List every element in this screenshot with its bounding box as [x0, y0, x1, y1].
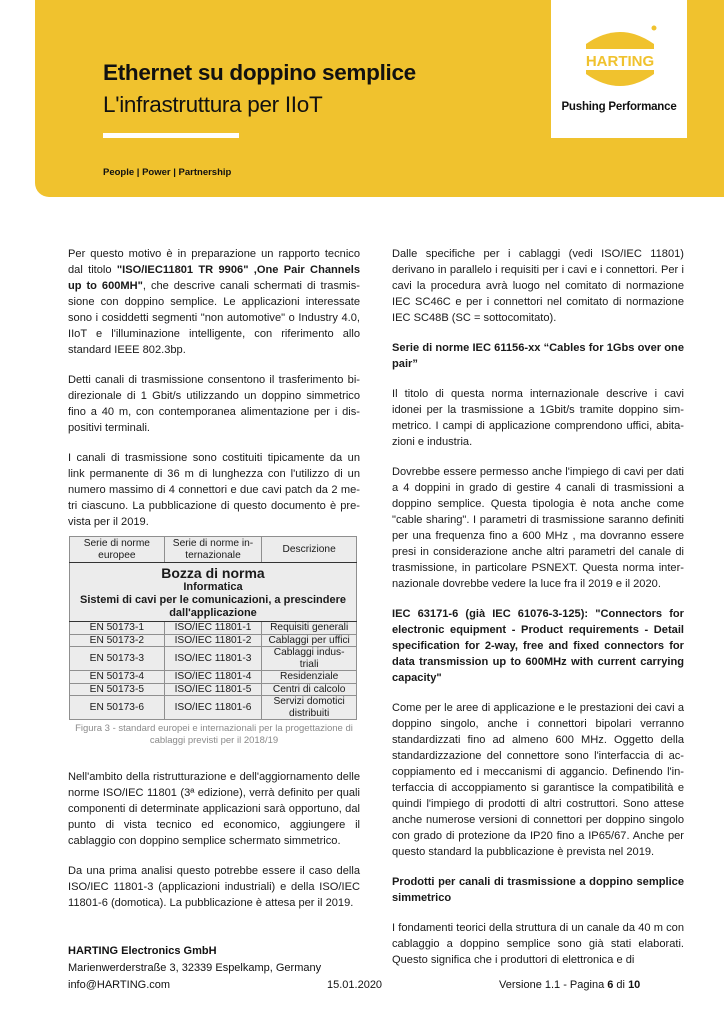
paragraph: Come per le aree di applicazione e le prestazioni dei cavi a doppino singolo, anche i connettori bipolari verranno standardizzati fino ad almeno 600 MHz. Oggetto della standardizzazione del connettore sono l'interfaccia di accoppiamento ed i meccanismi di aggancio. Definendo l'interfaccia di accoppiamento si garantisce la compatibilità e quindi l'impiego di prodotti di altri costruttori. Sono attese anche numerose versioni di connettori per doppino singolo con grado di protezione da IP20 fino a IP65/67. Anche per questo standard la pubblicazione è prevista nel 2019. [392, 702, 684, 858]
table-cell-description: Centri di calcolo [262, 683, 357, 696]
page-of: di [613, 979, 629, 991]
section-heading: Prodotti per canali di trasmissione a doppino semplice simmetrico [392, 876, 684, 904]
page-subtitle: L'infrastruttura per IIoT [103, 92, 323, 117]
table-header-row [70, 537, 357, 563]
version-label: Versione 1.1 - Pagina [499, 979, 608, 991]
table-row [70, 647, 357, 671]
footer-date: 15.01.2020 [327, 979, 383, 991]
table-cell-european: EN 50173-2 [70, 634, 165, 647]
table-cell-international: ISO/IEC 11801-3 [164, 647, 262, 671]
table-row [70, 671, 357, 684]
paragraph: Dovrebbe essere permesso anche l'impiego di cavi per dati a 4 doppini in grado di gestire 4 canali di trasmissioni a doppino semplice. Questa tipologia è nota anche come "cable sharing". I parametri di trasmissione saranno definiti per una frequenza fino a 600 MHz , ma dovranno essere presi in considerazione anche altri parametri del canale di trasmissione, in particolare PSNEXT. Questa norma internazionale dovrebbe vedere la luce fra il 2019 e il 2020. [392, 466, 684, 590]
table-cell-description: Cablaggi industriali [262, 647, 357, 671]
paragraph: Detti canali di trasmissione consentono il trasferimento bidirezionale di 1 Gbit/s utilizzando un doppino simmetrico fino a 40 m, con contemporanea alimentazione per i dispositivi terminali. [68, 374, 360, 434]
table-cell-description: Requisiti generali [262, 622, 357, 635]
table-row [70, 622, 357, 635]
table-cell-international: ISO/IEC 11801-5 [164, 683, 262, 696]
page-title: Ethernet su doppino semplice [103, 60, 416, 85]
table-subtitle: Informatica [183, 581, 243, 593]
paragraph [68, 246, 360, 358]
section-heading: Serie di norme IEC 61156-xx “Cables for 1Gbs over one pair” [392, 342, 684, 370]
table-cell-description: Servizi domotici distribuiti [262, 696, 357, 720]
footer [68, 943, 668, 994]
table-row [70, 683, 357, 696]
logo-brand-text: HARTING [585, 53, 655, 70]
text: Per questo motivo è in preparazione un rapporto tecnico dal titolo [68, 248, 360, 276]
table-cell-european: EN 50173-1 [70, 622, 165, 635]
title-underline [103, 133, 239, 138]
table-cell-description: Residenziale [262, 671, 357, 684]
footer-company: HARTING Electronics GmbH [68, 945, 217, 957]
section-heading: IEC 63171-6 (già IEC 61076-3-125): "Connectors for electronic equipment - Product requirements - Detail specification for 2-way, free and fixed connectors for data transmission up to 600MHz with current carrying capacity" [392, 608, 684, 684]
table-cell-international: ISO/IEC 11801-1 [164, 622, 262, 635]
table-row [70, 634, 357, 647]
table-row [70, 696, 357, 720]
logo [551, 0, 687, 138]
table-caption-cell [70, 563, 357, 622]
table-cell-description: Cablaggi per uffici [262, 634, 357, 647]
table-cell-international: ISO/IEC 11801-4 [164, 671, 262, 684]
column-header: Serie di norme internazionale [164, 537, 262, 563]
table-subtitle-2: Sistemi di cavi per le comunicazioni, a prescindere dall'applicazione [80, 594, 346, 619]
footer-email[interactable]: info@HARTING.com [68, 979, 171, 991]
report-title: "ISO/IEC11801 TR 9906" ,One Pair Channels up to 600MH" [68, 264, 360, 292]
tagline: People | Power | Partnership [103, 167, 232, 178]
table-cell-european: EN 50173-6 [70, 696, 165, 720]
column-header: Serie di norme europee [70, 537, 165, 563]
paragraph: Da una prima analisi questo potrebbe essere il caso della ISO/IEC 11801-3 (applicazioni industriali) e della ISO/IEC 11801-6 (domotica). La pubblicazione è attesa per il 2019. [68, 865, 360, 909]
left-column [68, 246, 360, 925]
table-title: Bozza di norma [161, 565, 265, 581]
paragraph: Il titolo di questa norma internazionale descrive i cavi idonei per la trasmissione a 1Gbit/s tramite doppino simmetrico. I campi di applicazione comprendono uffici, abitazioni e industria. [392, 388, 684, 448]
footer-version [499, 977, 640, 994]
paragraph: Dalle specifiche per i cablaggi (vedi ISO/IEC 11801) derivano in parallelo i requisiti per i cavi e i connettori. Per i cavi la procedura avrà luogo nel comitato di normazione IEC SC46C e per i connettori nel comitato di normazione IEC SC48B (SC = sottocomitato). [392, 248, 684, 324]
table-cell-european: EN 50173-4 [70, 671, 165, 684]
paragraph: I fondamenti teorici della struttura di un canale da 40 m con cablaggio a doppino semplice sono già stati elaborati. Questo significa che i produttori di elettronica e di [392, 922, 684, 966]
table-cell-european: EN 50173-3 [70, 647, 165, 671]
right-column [392, 246, 684, 982]
paragraph: Nell'ambito della ristrutturazione e dell'aggiornamento delle norme ISO/IEC 11801 (3ª edizione), verrà definito per quali componenti di determinate applicazioni sarà opportuno, dal punto di vista tecnico ed economico, aggiungere il cablaggio con doppino semplice schermato simmetrico. [68, 771, 360, 847]
table-cell-european: EN 50173-5 [70, 683, 165, 696]
footer-address: Marienwerderstraße 3, 32339 Espelkamp, Germany [68, 962, 322, 974]
figure-caption: Figura 3 - standard europei e internazionali per la progettazione di cablaggi previsti per il 2018/19 [75, 723, 353, 746]
table-cell-international: ISO/IEC 11801-6 [164, 696, 262, 720]
total-pages: 10 [628, 979, 641, 991]
logo-claim: Pushing Performance [561, 101, 677, 113]
paragraph: I canali di trasmissione sono costituiti tipicamente da un link permanente di 36 m di lunghezza con l'utilizzo di un numero massimo di 4 connettori e due cavi patch da 2 metri ciascuno. La pubblicazione di questo documento è prevista per il 2019. [68, 452, 360, 528]
harting-logo-icon [582, 22, 658, 92]
column-header: Descrizione [262, 537, 357, 563]
page-number: 6 [607, 979, 614, 991]
table-cell-international: ISO/IEC 11801-2 [164, 634, 262, 647]
norm-table [69, 536, 357, 720]
text: , che descrive canali schermati di trasmissione con doppino semplice. Le applicazioni interessate sono i cosiddetti segmenti "non automotive" o Industry 4.0, IIoT e l'illuminazione intelligente, con riferimento allo standard IEEE 802.3bp. [68, 280, 360, 356]
